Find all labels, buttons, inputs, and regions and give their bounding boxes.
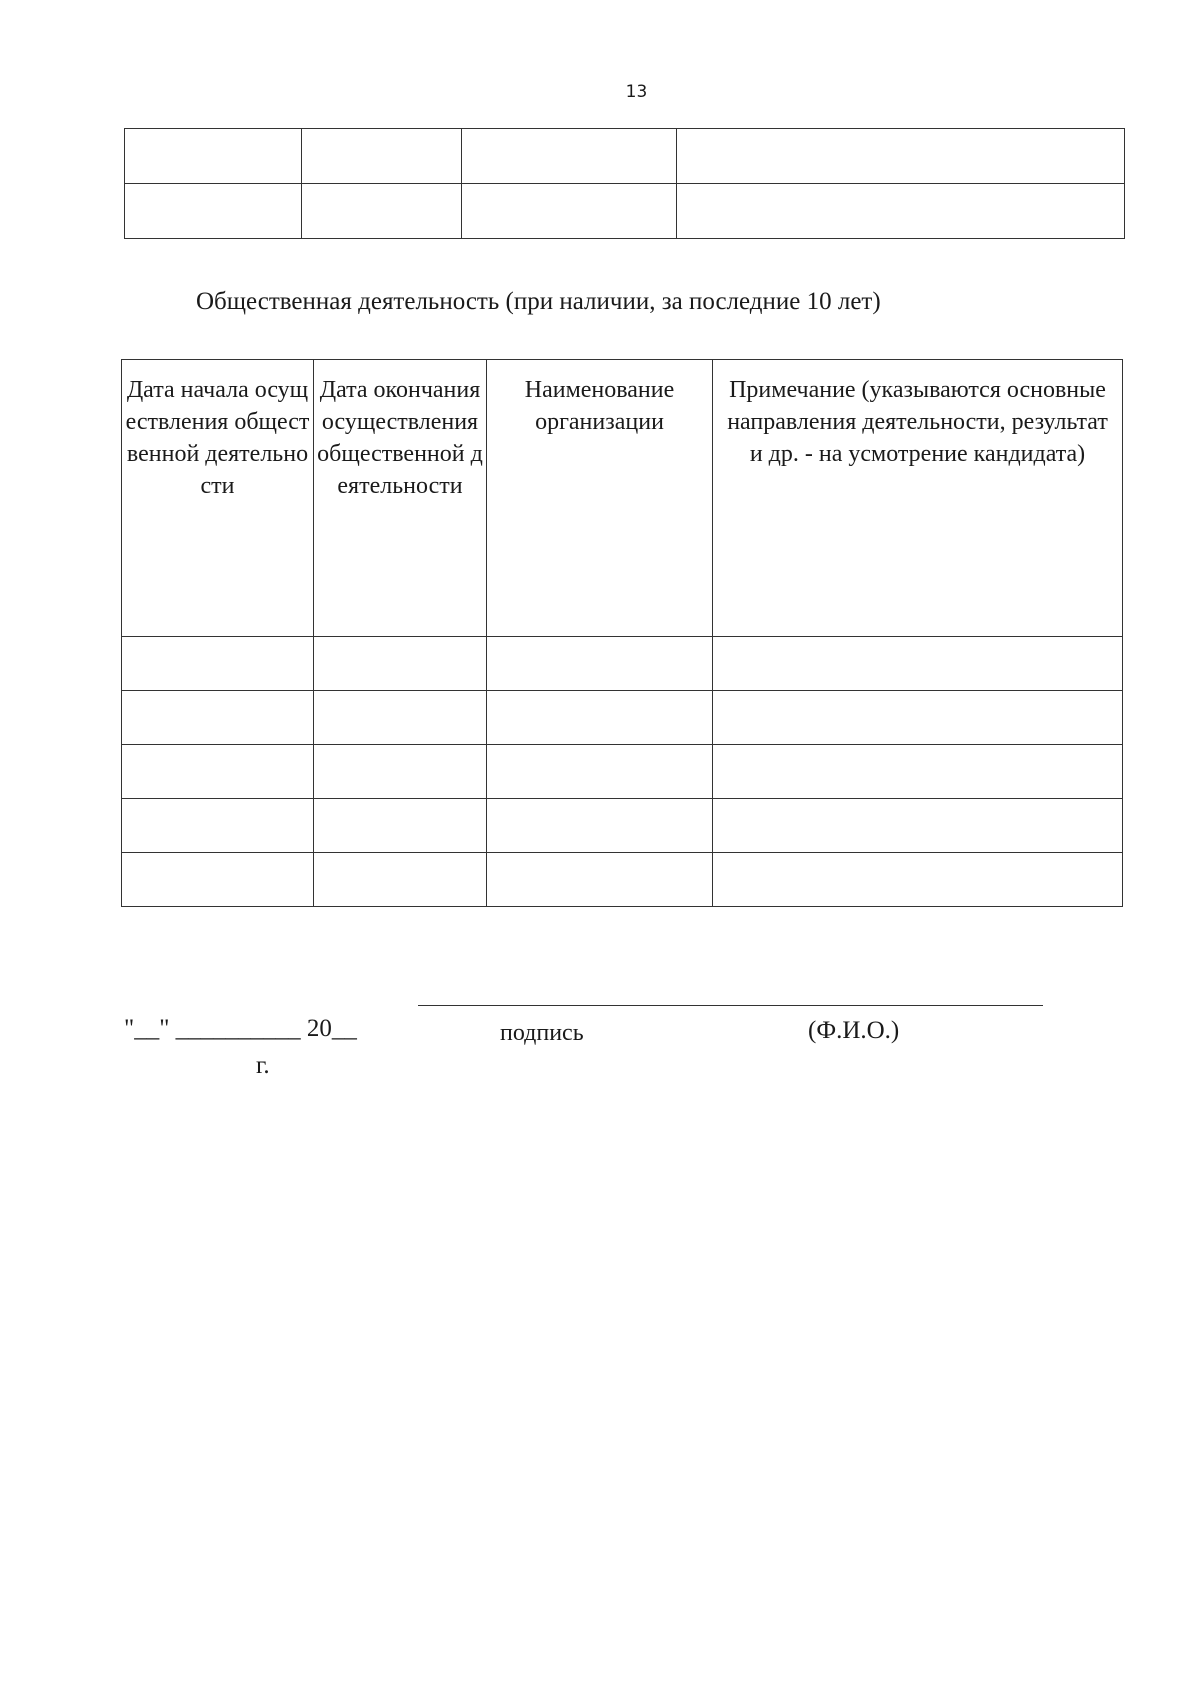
- table-cell[interactable]: [122, 853, 314, 907]
- table-cell[interactable]: [302, 129, 462, 184]
- year-suffix: г.: [256, 1052, 270, 1079]
- table-cell[interactable]: [314, 799, 487, 853]
- table-cell[interactable]: [122, 745, 314, 799]
- table-cell[interactable]: [713, 691, 1123, 745]
- full-name-label: (Ф.И.О.): [808, 1017, 900, 1044]
- header-note: Примечание (указываются основные направления деятельности, результат и др. - на усмотрение кандидата): [713, 360, 1123, 637]
- table-row: [125, 184, 1125, 239]
- public-activity-table: [121, 359, 1123, 907]
- table-cell[interactable]: [462, 184, 677, 239]
- table-cell[interactable]: [302, 184, 462, 239]
- table-cell[interactable]: [314, 745, 487, 799]
- table-cell[interactable]: [125, 129, 302, 184]
- header-start-date: Дата начала осуществления общественной деятельности: [122, 360, 314, 637]
- table-cell[interactable]: [122, 691, 314, 745]
- table-cell[interactable]: [125, 184, 302, 239]
- table-cell[interactable]: [487, 853, 713, 907]
- table-cell[interactable]: [487, 637, 713, 691]
- table-cell[interactable]: [314, 691, 487, 745]
- table-cell[interactable]: [314, 853, 487, 907]
- table-cell[interactable]: [122, 637, 314, 691]
- continued-table: [124, 128, 1125, 239]
- table-row: [122, 691, 1123, 745]
- table-cell[interactable]: [677, 184, 1125, 239]
- signature-line[interactable]: [418, 1005, 1043, 1006]
- table-cell[interactable]: [487, 691, 713, 745]
- table-row: [122, 637, 1123, 691]
- table-cell[interactable]: [487, 745, 713, 799]
- table-row: [125, 129, 1125, 184]
- header-organization-name: Наименование организации: [487, 360, 713, 637]
- table-cell[interactable]: [462, 129, 677, 184]
- table-cell[interactable]: [713, 853, 1123, 907]
- table-row: [122, 799, 1123, 853]
- table-cell[interactable]: [713, 637, 1123, 691]
- date-field[interactable]: "__" __________ 20__: [124, 1015, 357, 1042]
- table-cell[interactable]: [122, 799, 314, 853]
- header-end-date: Дата окончания осуществления общественной деятельности: [314, 360, 487, 637]
- table-cell[interactable]: [713, 799, 1123, 853]
- table-header-row: [122, 360, 1123, 637]
- signature-label: подпись: [500, 1020, 584, 1046]
- page-number: 13: [625, 82, 648, 102]
- table-cell[interactable]: [713, 745, 1123, 799]
- table-cell[interactable]: [487, 799, 713, 853]
- table-cell[interactable]: [314, 637, 487, 691]
- table-row: [122, 745, 1123, 799]
- section-title: Общественная деятельность (при наличии, за последние 10 лет): [196, 288, 881, 315]
- table-cell[interactable]: [677, 129, 1125, 184]
- table-row: [122, 853, 1123, 907]
